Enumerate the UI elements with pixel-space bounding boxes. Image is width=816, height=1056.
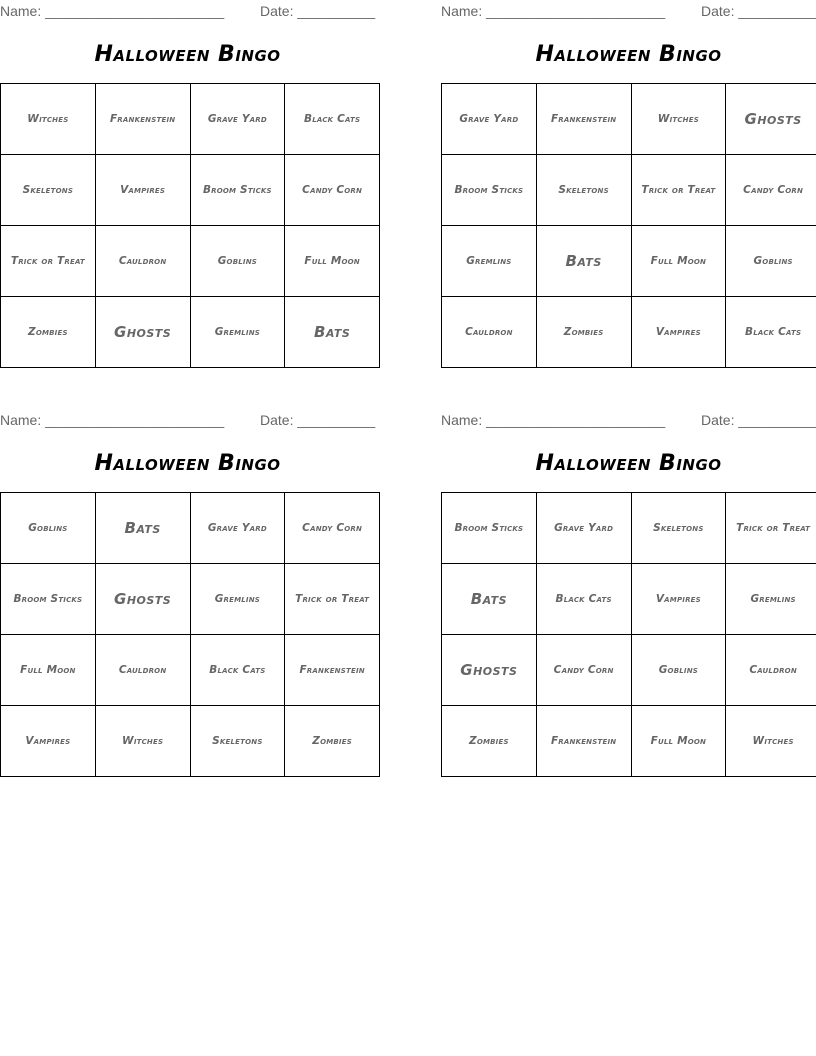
bingo-cell: Trick or Treat <box>726 493 816 564</box>
bingo-cell: Goblins <box>726 226 816 297</box>
card-header <box>441 411 816 429</box>
grid-row <box>442 226 816 297</box>
bingo-cell: Goblins <box>1 493 96 564</box>
bingo-cell: Bats <box>442 564 537 635</box>
bingo-cell: Grave Yard <box>190 84 285 155</box>
grid-row <box>1 297 380 368</box>
bingo-cell: Vampires <box>631 564 726 635</box>
bingo-cell: Black Cats <box>190 635 285 706</box>
bingo-cell: Broom Sticks <box>190 155 285 226</box>
bingo-cell: Ghosts <box>442 635 537 706</box>
bingo-cell: Black Cats <box>536 564 631 635</box>
grid-row <box>442 564 816 635</box>
bingo-grid <box>441 492 816 777</box>
bingo-cell: Full Moon <box>1 635 96 706</box>
grid-row <box>442 155 816 226</box>
grid-row <box>442 493 816 564</box>
bingo-grid <box>0 492 380 777</box>
bingo-cell: Ghosts <box>726 84 816 155</box>
bingo-cell: Grave Yard <box>536 493 631 564</box>
bingo-cell: Skeletons <box>536 155 631 226</box>
bingo-cell: Witches <box>1 84 96 155</box>
bingo-cell: Vampires <box>95 155 190 226</box>
bingo-grid <box>0 83 380 368</box>
bingo-cell: Cauldron <box>95 635 190 706</box>
bingo-cell: Ghosts <box>95 564 190 635</box>
bingo-cell: Candy Corn <box>726 155 816 226</box>
name-field-label: Name: _______________________ <box>441 3 666 19</box>
bingo-cell: Frankenstein <box>536 84 631 155</box>
bingo-cell: Frankenstein <box>285 635 380 706</box>
card-header <box>0 2 375 20</box>
bingo-cell: Bats <box>536 226 631 297</box>
bingo-cell: Skeletons <box>190 706 285 777</box>
bingo-cell: Candy Corn <box>536 635 631 706</box>
bingo-cell: Goblins <box>631 635 726 706</box>
name-field-label: Name: _______________________ <box>0 412 225 428</box>
bingo-title: Halloween Bingo <box>94 42 281 67</box>
bingo-cell: Frankenstein <box>536 706 631 777</box>
bingo-cell: Gremlins <box>190 297 285 368</box>
bingo-cell: Skeletons <box>1 155 96 226</box>
bingo-cell: Witches <box>726 706 816 777</box>
bingo-card-1 <box>0 0 375 380</box>
bingo-cell: Full Moon <box>285 226 380 297</box>
grid-row <box>442 297 816 368</box>
grid-row <box>1 564 380 635</box>
bingo-cell: Gremlins <box>442 226 537 297</box>
bingo-cell: Trick or Treat <box>631 155 726 226</box>
grid-row <box>1 155 380 226</box>
card-header <box>441 2 816 20</box>
bingo-cell: Black Cats <box>726 297 816 368</box>
bingo-cell: Vampires <box>631 297 726 368</box>
bingo-cell: Bats <box>285 297 380 368</box>
bingo-cell: Zombies <box>442 706 537 777</box>
grid-row <box>1 706 380 777</box>
grid-row <box>1 635 380 706</box>
grid-row <box>1 226 380 297</box>
grid-row <box>1 84 380 155</box>
date-field-label: Date: __________ <box>701 3 816 19</box>
bingo-cell: Broom Sticks <box>442 493 537 564</box>
bingo-cell: Grave Yard <box>442 84 537 155</box>
bingo-cell: Grave Yard <box>190 493 285 564</box>
date-field-label: Date: __________ <box>260 3 376 19</box>
bingo-cell: Broom Sticks <box>442 155 537 226</box>
bingo-cell: Candy Corn <box>285 155 380 226</box>
bingo-card-2 <box>441 0 816 380</box>
bingo-card-3 <box>0 409 375 789</box>
bingo-cell: Witches <box>631 84 726 155</box>
bingo-cell: Black Cats <box>285 84 380 155</box>
bingo-cell: Vampires <box>1 706 96 777</box>
bingo-cell: Candy Corn <box>285 493 380 564</box>
date-field-label: Date: __________ <box>701 412 816 428</box>
bingo-title: Halloween Bingo <box>535 42 722 67</box>
bingo-card-4 <box>441 409 816 789</box>
bingo-cell: Zombies <box>536 297 631 368</box>
card-header <box>0 411 375 429</box>
bingo-cell: Frankenstein <box>95 84 190 155</box>
grid-row <box>442 84 816 155</box>
bingo-cell: Cauldron <box>95 226 190 297</box>
bingo-cell: Bats <box>95 493 190 564</box>
name-field-label: Name: _______________________ <box>0 3 225 19</box>
bingo-cell: Skeletons <box>631 493 726 564</box>
bingo-cell: Cauldron <box>442 297 537 368</box>
bingo-cell: Witches <box>95 706 190 777</box>
bingo-cell: Zombies <box>285 706 380 777</box>
grid-row <box>442 635 816 706</box>
bingo-cell: Gremlins <box>726 564 816 635</box>
grid-row <box>1 493 380 564</box>
bingo-cell: Gremlins <box>190 564 285 635</box>
date-field-label: Date: __________ <box>260 412 376 428</box>
bingo-title: Halloween Bingo <box>94 451 281 476</box>
bingo-cell: Trick or Treat <box>1 226 96 297</box>
bingo-cell: Trick or Treat <box>285 564 380 635</box>
bingo-cell: Ghosts <box>95 297 190 368</box>
bingo-cell: Goblins <box>190 226 285 297</box>
bingo-cell: Broom Sticks <box>1 564 96 635</box>
bingo-cell: Cauldron <box>726 635 816 706</box>
bingo-cell: Zombies <box>1 297 96 368</box>
bingo-grid <box>441 83 816 368</box>
grid-row <box>442 706 816 777</box>
bingo-cell: Full Moon <box>631 706 726 777</box>
name-field-label: Name: _______________________ <box>441 412 666 428</box>
bingo-title: Halloween Bingo <box>535 451 722 476</box>
bingo-cell: Full Moon <box>631 226 726 297</box>
